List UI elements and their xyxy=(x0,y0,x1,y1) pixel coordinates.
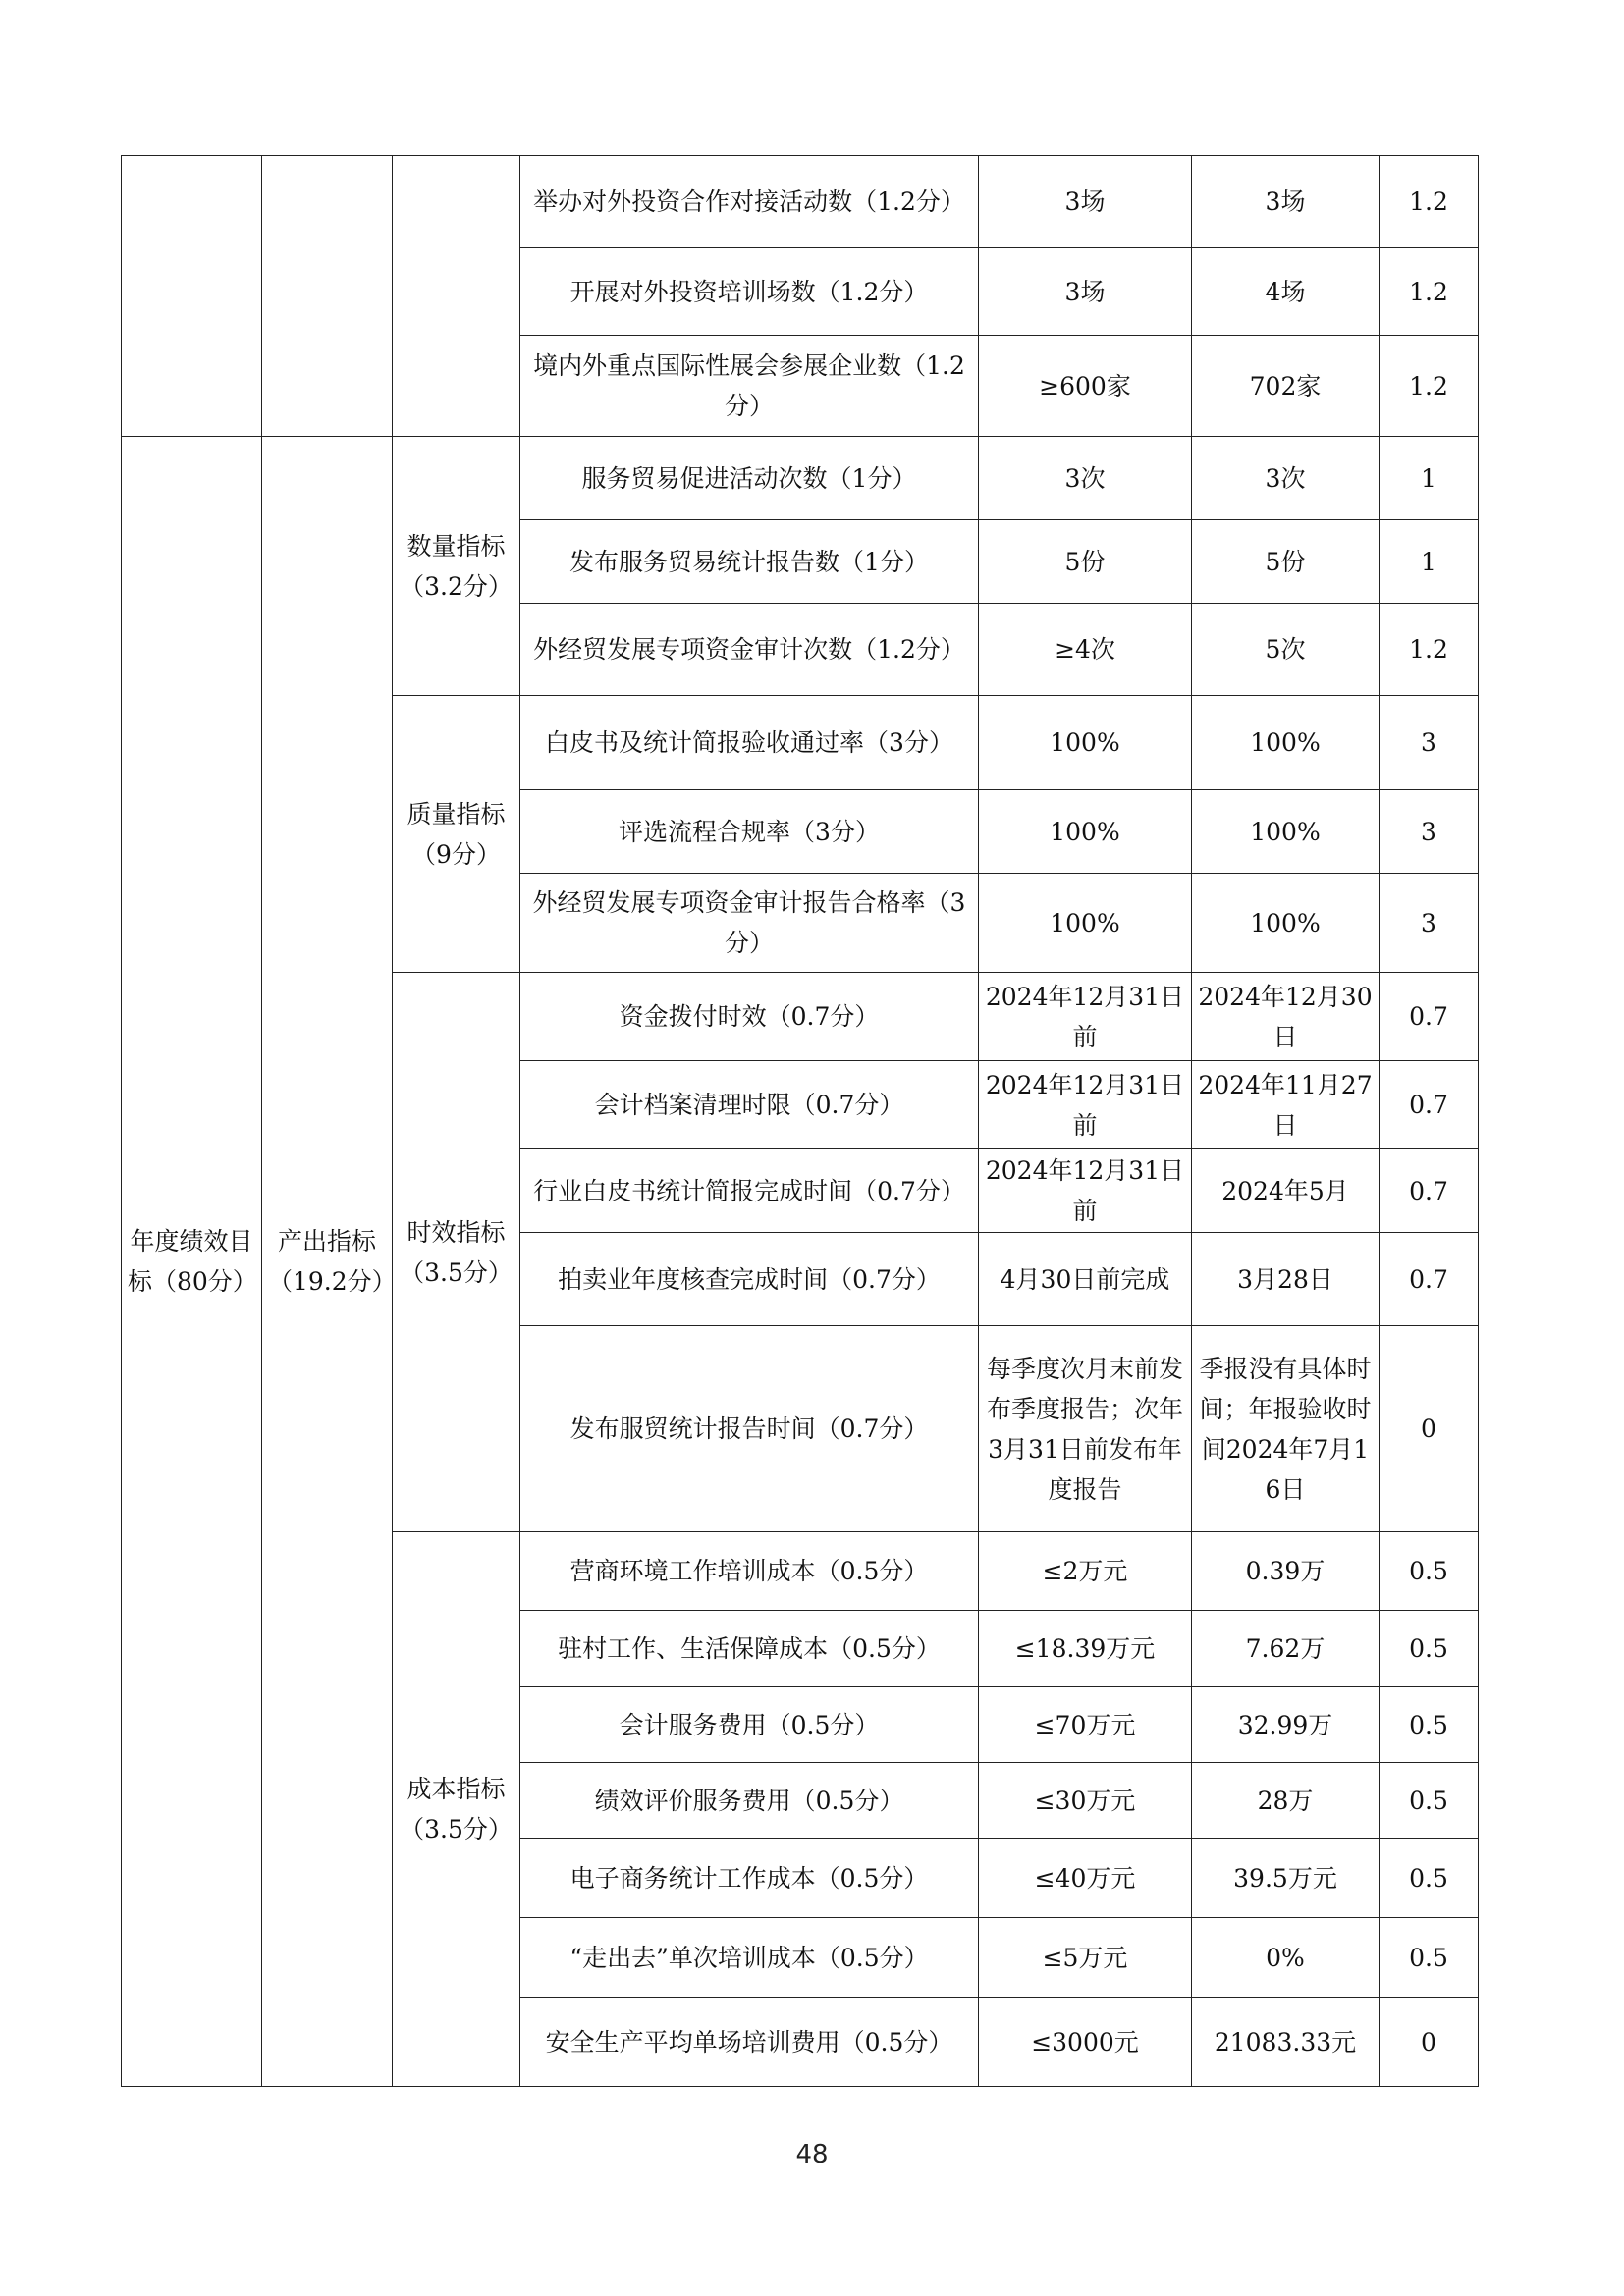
score-cell: 3 xyxy=(1380,696,1479,790)
page-number: 48 xyxy=(795,2140,829,2169)
quantity-category-cell: 数量指标（3.2分） xyxy=(393,437,520,696)
indicator-cell: 举办对外投资合作对接活动数（1.2分） xyxy=(520,156,979,248)
score-cell: 0.7 xyxy=(1380,1149,1479,1233)
target-value-cell: 100% xyxy=(979,790,1192,874)
quality-category-cell: 质量指标（9分） xyxy=(393,696,520,973)
level2-cell-continued xyxy=(262,156,393,437)
actual-value-cell: 5次 xyxy=(1192,604,1380,696)
actual-value-cell: 2024年11月27日 xyxy=(1192,1061,1380,1149)
level1-indicator-cell: 年度绩效目标（80分） xyxy=(122,437,262,2087)
actual-value-cell: 7.62万 xyxy=(1192,1611,1380,1687)
score-cell: 0.7 xyxy=(1380,973,1479,1061)
indicator-cell: 评选流程合规率（3分） xyxy=(520,790,979,874)
target-value-cell: 4月30日前完成 xyxy=(979,1233,1192,1326)
actual-value-cell: 39.5万元 xyxy=(1192,1839,1380,1918)
actual-value-cell: 100% xyxy=(1192,874,1380,973)
actual-value-cell: 21083.33元 xyxy=(1192,1998,1380,2087)
score-cell: 3 xyxy=(1380,874,1479,973)
actual-value-cell: 季报没有具体时间；年报验收时间2024年7月16日 xyxy=(1192,1326,1380,1532)
target-value-cell: ≤2万元 xyxy=(979,1532,1192,1611)
indicator-cell: 营商环境工作培训成本（0.5分） xyxy=(520,1532,979,1611)
actual-value-cell: 3场 xyxy=(1192,156,1380,248)
level2-indicator-cell: 产出指标（19.2分） xyxy=(262,437,393,2087)
target-value-cell: ≤30万元 xyxy=(979,1763,1192,1839)
score-cell: 3 xyxy=(1380,790,1479,874)
target-value-cell: ≤3000元 xyxy=(979,1998,1192,2087)
actual-value-cell: 3月28日 xyxy=(1192,1233,1380,1326)
indicator-cell: 行业白皮书统计简报完成时间（0.7分） xyxy=(520,1149,979,1233)
score-cell: 0.7 xyxy=(1380,1061,1479,1149)
target-value-cell: 每季度次月末前发布季度报告；次年3月31日前发布年度报告 xyxy=(979,1326,1192,1532)
target-value-cell: 2024年12月31日前 xyxy=(979,1149,1192,1233)
indicator-cell: 境内外重点国际性展会参展企业数（1.2分） xyxy=(520,336,979,437)
indicator-cell: 会计档案清理时限（0.7分） xyxy=(520,1061,979,1149)
indicator-cell: 资金拨付时效（0.7分） xyxy=(520,973,979,1061)
score-cell: 1.2 xyxy=(1380,156,1479,248)
target-value-cell: ≥4次 xyxy=(979,604,1192,696)
target-value-cell: ≥600家 xyxy=(979,336,1192,437)
level3-cell-continued xyxy=(393,156,520,437)
indicator-cell: 白皮书及统计简报验收通过率（3分） xyxy=(520,696,979,790)
score-cell: 0.5 xyxy=(1380,1687,1479,1763)
actual-value-cell: 0.39万 xyxy=(1192,1532,1380,1611)
target-value-cell: 3次 xyxy=(979,437,1192,520)
actual-value-cell: 100% xyxy=(1192,696,1380,790)
score-cell: 1.2 xyxy=(1380,248,1479,336)
score-cell: 0 xyxy=(1380,1326,1479,1532)
score-cell: 0.5 xyxy=(1380,1918,1479,1998)
target-value-cell: ≤40万元 xyxy=(979,1839,1192,1918)
target-value-cell: 3场 xyxy=(979,248,1192,336)
actual-value-cell: 3次 xyxy=(1192,437,1380,520)
target-value-cell: ≤5万元 xyxy=(979,1918,1192,1998)
indicator-cell: 电子商务统计工作成本（0.5分） xyxy=(520,1839,979,1918)
score-cell: 0.5 xyxy=(1380,1532,1479,1611)
score-cell: 0.5 xyxy=(1380,1611,1479,1687)
indicator-cell: 外经贸发展专项资金审计次数（1.2分） xyxy=(520,604,979,696)
actual-value-cell: 100% xyxy=(1192,790,1380,874)
score-cell: 1 xyxy=(1380,520,1479,604)
indicator-cell: 驻村工作、生活保障成本（0.5分） xyxy=(520,1611,979,1687)
actual-value-cell: 28万 xyxy=(1192,1763,1380,1839)
target-value-cell: ≤70万元 xyxy=(979,1687,1192,1763)
indicator-cell: 拍卖业年度核查完成时间（0.7分） xyxy=(520,1233,979,1326)
indicator-cell: 开展对外投资培训场数（1.2分） xyxy=(520,248,979,336)
level1-cell-continued xyxy=(122,156,262,437)
target-value-cell: 100% xyxy=(979,696,1192,790)
score-cell: 0.5 xyxy=(1380,1763,1479,1839)
actual-value-cell: 4场 xyxy=(1192,248,1380,336)
score-cell: 0.5 xyxy=(1380,1839,1479,1918)
target-value-cell: ≤18.39万元 xyxy=(979,1611,1192,1687)
actual-value-cell: 2024年12月30日 xyxy=(1192,973,1380,1061)
actual-value-cell: 702家 xyxy=(1192,336,1380,437)
actual-value-cell: 32.99万 xyxy=(1192,1687,1380,1763)
score-cell: 0 xyxy=(1380,1998,1479,2087)
indicator-cell: 外经贸发展专项资金审计报告合格率（3分） xyxy=(520,874,979,973)
actual-value-cell: 5份 xyxy=(1192,520,1380,604)
target-value-cell: 2024年12月31日前 xyxy=(979,1061,1192,1149)
indicator-cell: 会计服务费用（0.5分） xyxy=(520,1687,979,1763)
indicator-cell: 安全生产平均单场培训费用（0.5分） xyxy=(520,1998,979,2087)
indicator-cell: “走出去”单次培训成本（0.5分） xyxy=(520,1918,979,1998)
score-cell: 1.2 xyxy=(1380,336,1479,437)
score-cell: 1.2 xyxy=(1380,604,1479,696)
timeliness-category-cell: 时效指标（3.5分） xyxy=(393,973,520,1532)
cost-category-cell: 成本指标（3.5分） xyxy=(393,1532,520,2087)
score-cell: 1 xyxy=(1380,437,1479,520)
indicator-cell: 服务贸易促进活动次数（1分） xyxy=(520,437,979,520)
performance-table xyxy=(121,155,1479,2087)
table-row xyxy=(122,437,1479,520)
indicator-cell: 发布服务贸易统计报告数（1分） xyxy=(520,520,979,604)
indicator-cell: 绩效评价服务费用（0.5分） xyxy=(520,1763,979,1839)
indicator-cell: 发布服贸统计报告时间（0.7分） xyxy=(520,1326,979,1532)
actual-value-cell: 0% xyxy=(1192,1918,1380,1998)
score-cell: 0.7 xyxy=(1380,1233,1479,1326)
target-value-cell: 100% xyxy=(979,874,1192,973)
target-value-cell: 2024年12月31日前 xyxy=(979,973,1192,1061)
target-value-cell: 5份 xyxy=(979,520,1192,604)
table-row xyxy=(122,156,1479,248)
actual-value-cell: 2024年5月 xyxy=(1192,1149,1380,1233)
target-value-cell: 3场 xyxy=(979,156,1192,248)
